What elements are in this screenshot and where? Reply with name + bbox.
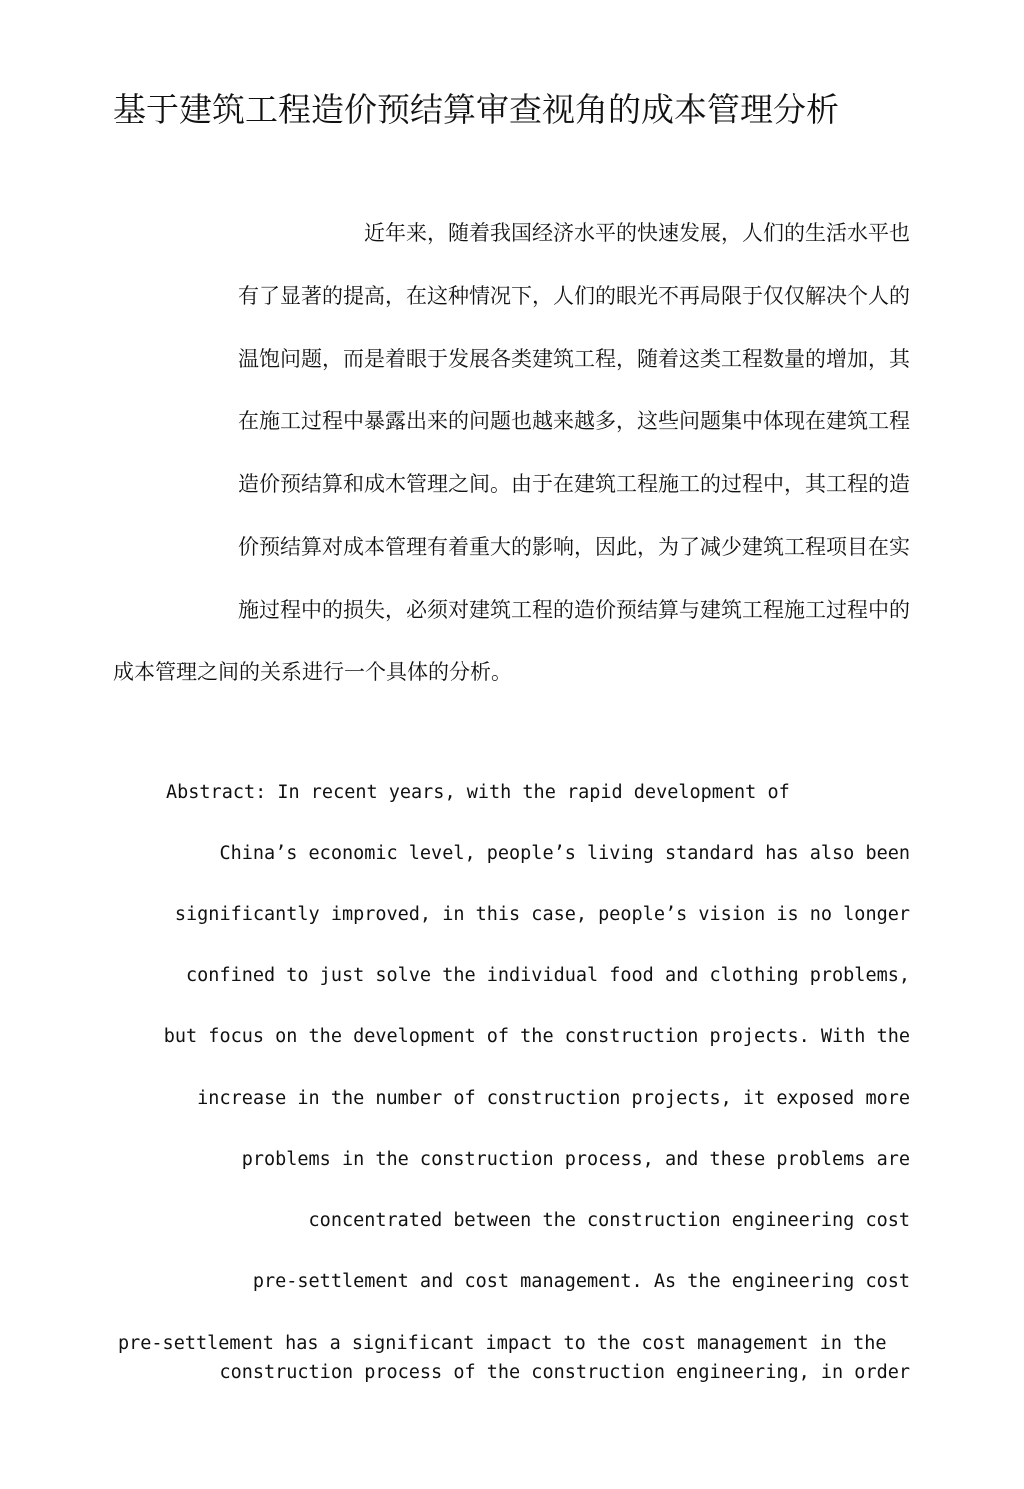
english-abstract-line: China’s economic level, people’s living standard has also been	[219, 843, 910, 864]
chinese-abstract-line: 近年来，随着我国经济水平的快速发展，人们的生活水平也	[364, 221, 910, 245]
chinese-abstract-line: 温饱问题，而是着眼于发展各类建筑工程，随着这类工程数量的增加，其	[238, 347, 910, 371]
english-abstract-line: problems in the construction process, and these problems are	[241, 1149, 910, 1170]
english-abstract-line: confined to just solve the individual food and clothing problems,	[186, 965, 910, 986]
document-title: 基于建筑工程造价预结算审查视角的成本管理分析	[113, 90, 839, 129]
english-abstract-line: pre-settlement and cost management. As the engineering cost	[252, 1271, 910, 1292]
chinese-abstract-line: 价预结算对成本管理有着重大的影响，因此，为了减少建筑工程项目在实	[238, 535, 910, 559]
english-abstract-line: but focus on the development of the construction projects. With the	[163, 1026, 910, 1047]
english-abstract-line: increase in the number of construction projects, it exposed more	[197, 1088, 910, 1109]
chinese-abstract-line: 造价预结算和成木管理之间。由于在建筑工程施工的过程中，其工程的造	[238, 472, 910, 496]
chinese-abstract-line: 在施工过程中暴露出来的问题也越来越多，这些问题集中体现在建筑工程	[238, 409, 910, 433]
english-abstract-line: Abstract: In recent years, with the rapid development of	[166, 782, 790, 803]
english-abstract-line: concentrated between the construction engineering cost	[308, 1210, 910, 1231]
english-abstract-line: pre-settlement has a significant impact to the cost management in the	[118, 1333, 887, 1354]
english-abstract-line: construction process of the construction engineering, in order	[219, 1362, 910, 1383]
english-abstract-line: significantly improved, in this case, people’s vision is no longer	[174, 904, 910, 925]
chinese-abstract-line: 成本管理之间的关系进行一个具体的分析。	[113, 660, 512, 684]
chinese-abstract-line: 有了显著的提高，在这种情况下，人们的眼光不再局限于仅仅解决个人的	[238, 284, 910, 308]
chinese-abstract-line: 施过程中的损失，必须对建筑工程的造价预结算与建筑工程施工过程中的	[238, 598, 910, 622]
